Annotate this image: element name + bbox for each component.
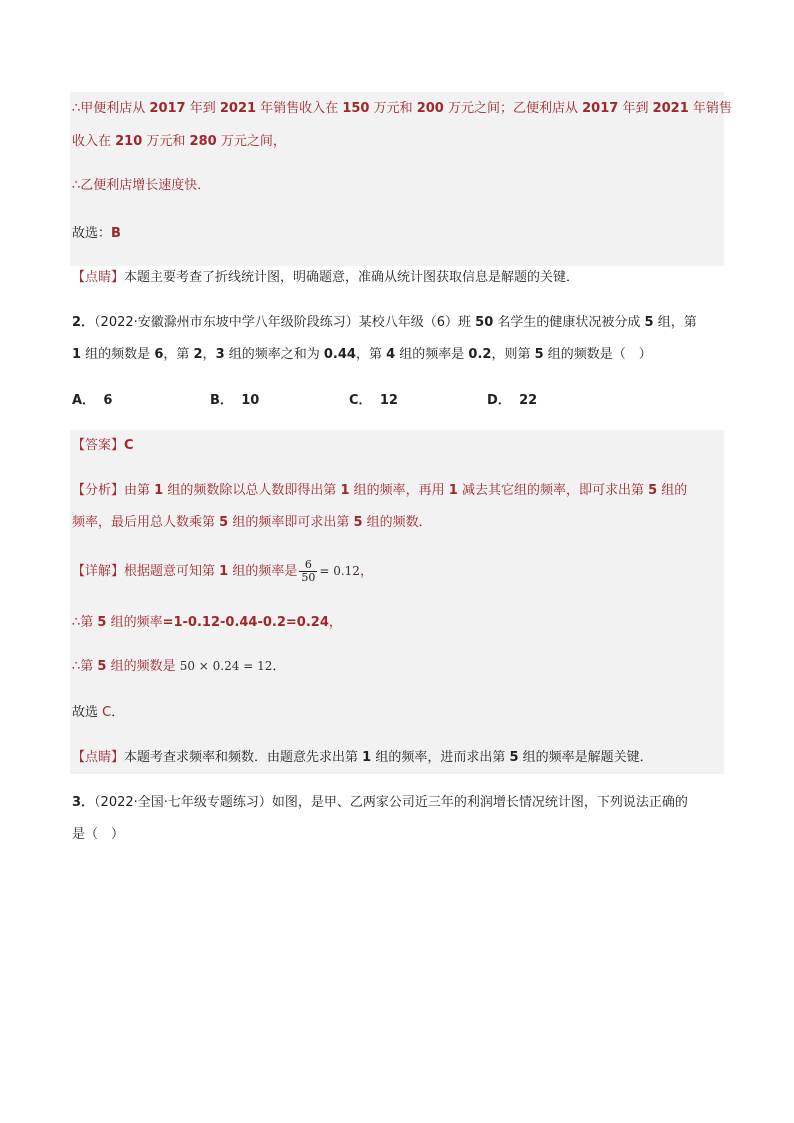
option-d: D． 22	[487, 393, 538, 408]
option-b: B． 10	[210, 393, 260, 408]
choice-line: 故选 C．	[72, 705, 125, 720]
step-line2: ∴第 5 组的频数是 50 × 0.24 = 12．	[72, 659, 286, 674]
option-a: A． 6	[72, 393, 113, 408]
question2-line1: 2．（2022·安徽滁州市东坡中学八年级阶段练习）某校八年级（6）班 50 名学生的健康状况被分成 5 组，第	[72, 315, 697, 330]
block1-conclusion: ∴乙便利店增长速度快．	[72, 178, 211, 193]
fraction: $\frac{6}{50}$	[301, 558, 316, 584]
question3-line2: 是（ ）	[72, 827, 125, 842]
analysis-line1: 【分析】由第 1 组的频数除以总人数即得出第 1 组的频率，再用 1 减去其它组的频率，即可求出第 5 组的	[72, 483, 688, 498]
detail-line: 【详解】根据题意可知第 1 组的频率是 $\frac{6}{50}$ = 0.12，	[72, 558, 373, 584]
question3-line1: 3．（2022·全国·七年级专题练习）如图，是甲、乙两家公司近三年的利润增长情况统计图，下列说法正确的	[72, 795, 688, 810]
answer-line: 【答案】C	[72, 438, 134, 453]
step-line1: ∴第 5 组的频率=1-0.12-0.44-0.2=0.24，	[72, 615, 342, 630]
option-c: C． 12	[349, 393, 398, 408]
comment-line: 【点睛】本题考查求频率和频数．由题意先求出第 1 组的频率，进而求出第 5 组的频率是解题关键．	[72, 750, 653, 765]
analysis-line2: 频率，最后用总人数乘第 5 组的频率即可求出第 5 组的频数．	[72, 515, 432, 530]
block1-choice: 故选：B	[72, 226, 121, 241]
block1-line1: ∴甲便利店从 2017 年到 2021 年销售收入在 150 万元和 200 万元之间；乙便利店从 2017 年到 2021 年销售	[72, 101, 732, 116]
block1-comment: 【点睛】本题主要考查了折线统计图，明确题意，准确从统计图获取信息是解题的关键．	[72, 270, 580, 285]
question2-line2: 1 组的频数是 6，第 2，3 组的频率之和为 0.44，第 4 组的频率是 0.2，则第 5 组的频数是（ ）	[72, 347, 652, 362]
block1-line2: 收入在 210 万元和 280 万元之间，	[72, 134, 286, 149]
